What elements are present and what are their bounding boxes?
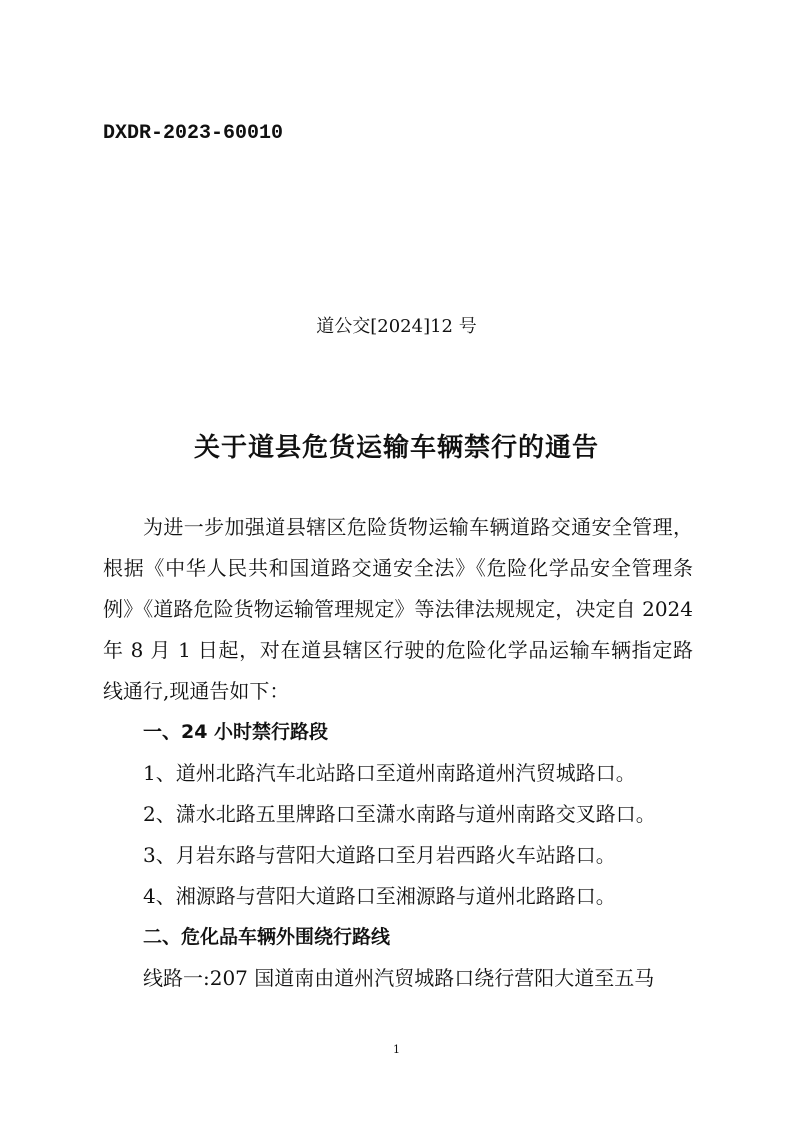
page-number: 1 <box>393 1043 400 1056</box>
list-item: 1、道州北路汽车北站路口至道州南路道州汽贸城路口。 <box>143 761 636 785</box>
list-item: 2、潇水北路五里牌路口至潇水南路与道州南路交叉路口。 <box>143 802 656 826</box>
document-title: 关于道县危货运输车辆禁行的通告 <box>193 433 599 463</box>
section-heading-2: 二、危化品车辆外围绕行路线 <box>143 926 391 948</box>
list-item: 3、月岩东路与营阳大道路口至月岩西路火车站路口。 <box>143 843 616 867</box>
list-item: 4、湘源路与营阳大道路口至湘源路与道州北路路口。 <box>143 884 616 908</box>
intro-paragraph: 为进一步加强道县辖区危险货物运输车辆道路交通安全管理，根据《中华人民共和国道路交通安全法》《危险化学品安全管理条例》《道路危险货物运输管理规定》等法律法规规定，决定自 2024 年 8 月 1 日起，对在道县辖区行驶的危险化学品运输车辆指定路线通行,现通告如下： <box>103 515 693 703</box>
route-line-1: 线路一:207 国道南由道州汽贸城路口绕行营阳大道至五马 <box>143 966 655 990</box>
document-number: 道公交[2024]12 号 <box>316 316 477 337</box>
section-heading-1: 一、24 小时禁行路段 <box>143 721 329 743</box>
document-code: DXDR-2023-60010 <box>103 122 284 145</box>
document-body <box>103 507 693 999</box>
